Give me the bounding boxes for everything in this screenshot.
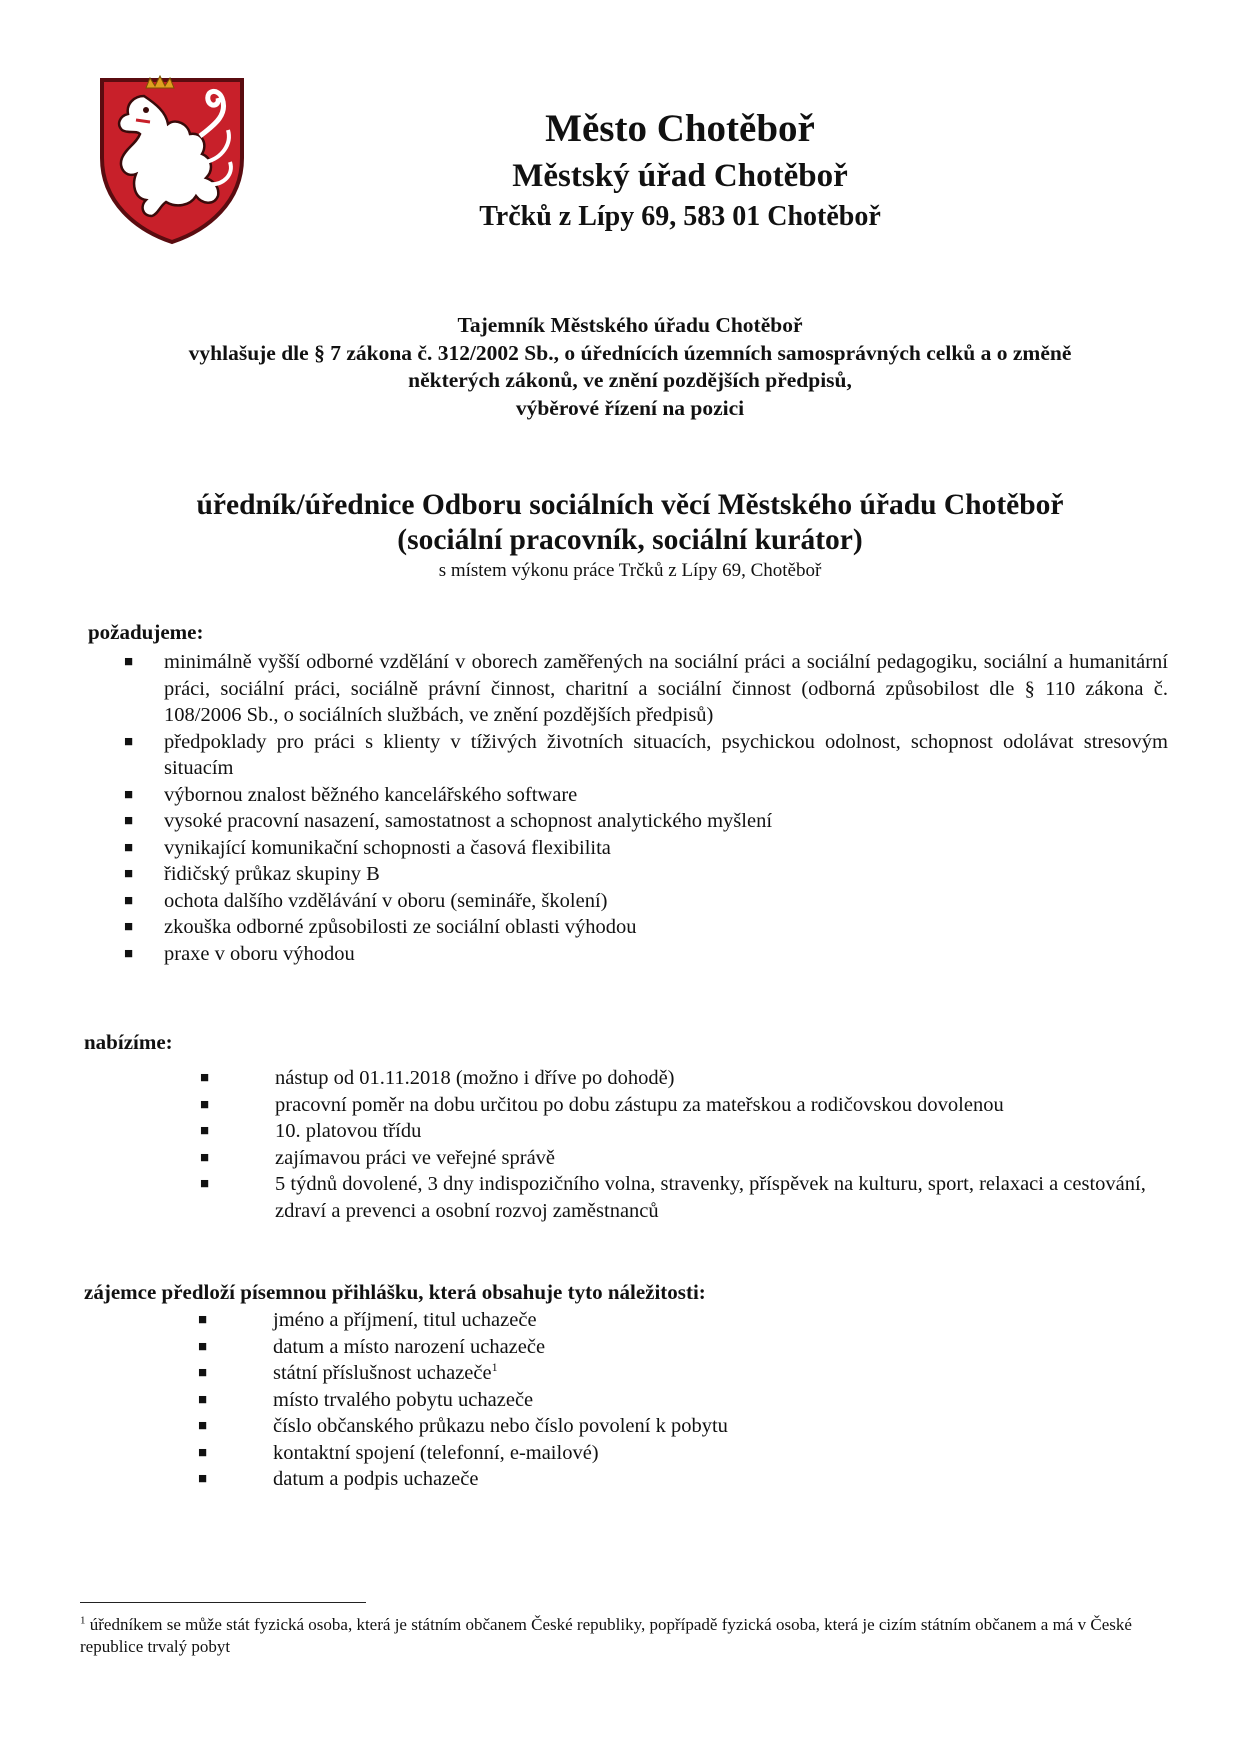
bullet-icon: ■ (200, 1070, 210, 1086)
requirements-section (88, 620, 1168, 967)
bullet-icon: ■ (200, 1149, 210, 1166)
bullet-icon: ■ (198, 1418, 208, 1434)
footnote-marker: 1 (80, 1614, 86, 1627)
requirements-heading: požadujeme: (88, 620, 204, 644)
coat-of-arms-lion-icon (96, 74, 248, 246)
list-item: ■ nástup od 01.11.2018 (možno i dříve po dohodě) (84, 1065, 1164, 1092)
list-item: ■ státní příslušnost uchazeče$^1$ (84, 1360, 1164, 1387)
application-list (84, 1307, 1164, 1493)
requirements-list (88, 649, 1168, 967)
offer-list (84, 1065, 1164, 1224)
list-item: ■ 10. platovou třídu (84, 1118, 1164, 1145)
list-item: ■ číslo občanského průkazu nebo číslo povolení k pobytu (84, 1413, 1164, 1440)
list-item: ■ praxe v oboru výhodou (88, 941, 1168, 968)
office-name: Městský úřad Chotěboř (512, 157, 848, 194)
bullet-icon: ■ (124, 839, 134, 856)
bullet-icon: ■ (200, 1096, 210, 1113)
bullet-icon: ■ (198, 1444, 208, 1461)
list-item: ■ řidičský průkaz skupiny B (88, 861, 1168, 888)
bullet-icon: ■ (200, 1176, 210, 1192)
list-item: ■ datum a podpis uchazeče (84, 1466, 1164, 1493)
bullet-icon: ■ (124, 866, 134, 882)
list-item: ■ pracovní poměr na dobu určitou po dobu zástupu za mateřskou a rodičovskou dovolenou (84, 1092, 1164, 1119)
list-item: ■ vynikající komunikační schopnosti a časová flexibilita (88, 835, 1168, 862)
list-item: ■ místo trvalého pobytu uchazeče (84, 1387, 1164, 1414)
bullet-icon: ■ (200, 1123, 210, 1139)
application-heading: zájemce předloží písemnou přihlášku, která obsahuje tyto náležitosti: (84, 1280, 706, 1304)
bullet-icon: ■ (124, 654, 134, 670)
footnote-text: úředníkem se může stát fyzická osoba, která je státním občanem České republiky, popřípadě fyzická osoba, která je cizím státním občanem a má v České republice trvalý pobyt (80, 1615, 1132, 1656)
bullet-icon: ■ (198, 1471, 208, 1487)
list-item: ■ zkouška odborné způsobilosti ze sociální oblasti výhodou (88, 914, 1168, 941)
bullet-icon: ■ (198, 1391, 208, 1408)
bullet-icon: ■ (124, 813, 134, 829)
list-item: ■ předpoklady pro práci s klienty v tíživých životních situacích, psychickou odolnost, schopnost odolávat stresovým situacím (124, 730, 1168, 779)
offer-section (84, 1030, 1164, 1224)
letterhead (300, 108, 1060, 234)
announcement (120, 312, 1140, 422)
list-item: ■ zajímavou práci ve veřejné správě (84, 1145, 1164, 1172)
bullet-icon: ■ (124, 733, 134, 750)
list-item: ■ jméno a příjmení, titul uchazeče (84, 1307, 1164, 1334)
offer-heading: nabízíme: (84, 1030, 173, 1054)
bullet-icon: ■ (124, 945, 134, 962)
announcement-line: vyhlašuje dle § 7 zákona č. 312/2002 Sb., o úřednících územních samosprávných celků a o změně (188, 340, 1072, 365)
list-item: ■ minimálně vyšší odborné vzdělání v oborech zaměřených na sociální práci a sociální pedagogiku, sociální a humanitární práci, sociální práci, sociálně právní činnost, charitní a sociální činnost (odborná způsobilost dle § 110 zákona č. 108/2006 Sb., o sociálních službách, ve znění pozdějších předpisů) (124, 651, 1168, 726)
city-name: Město Chotěboř (545, 107, 815, 150)
position-title-line: úředník/úřednice Odboru sociálních věcí Městského úřadu Chotěboř (196, 489, 1064, 521)
bullet-icon: ■ (198, 1338, 208, 1355)
footnote (80, 1614, 1140, 1658)
bullet-icon: ■ (198, 1365, 208, 1381)
list-item: ■ datum a místo narození uchazeče (84, 1334, 1164, 1361)
footnote-divider (80, 1602, 366, 1603)
list-item: ■ výbornou znalost běžného kancelářského software (88, 782, 1168, 809)
footnote-reference: 1 (491, 1360, 498, 1375)
position-title-line: (sociální pracovník, sociální kurátor) (397, 524, 863, 557)
list-item: ■ ochota dalšího vzdělávání v oboru (semináře, školení) (88, 888, 1168, 915)
bullet-icon: ■ (198, 1312, 208, 1328)
position-location: s místem výkonu práce Trčků z Lípy 69, Chotěboř (438, 560, 822, 581)
list-item: ■ kontaktní spojení (telefonní, e-mailové) (84, 1440, 1164, 1467)
position-title (120, 488, 1140, 559)
application-section (84, 1280, 1164, 1493)
bullet-icon: ■ (124, 919, 134, 935)
office-address: Trčků z Lípy 69, 583 01 Chotěboř (479, 201, 881, 233)
announcement-line: výběrové řízení na pozici (515, 395, 745, 420)
announcement-line: Tajemník Městského úřadu Chotěboř (457, 313, 803, 337)
list-item: ■ 5 týdnů dovolené, 3 dny indispozičního volna, stravenky, příspěvek na kulturu, sport, relaxaci a cestování, zdraví a prevenci a osobní rozvoj zaměstnanců (200, 1173, 1146, 1222)
list-item: ■ vysoké pracovní nasazení, samostatnost a schopnost analytického myšlení (88, 808, 1168, 835)
bullet-icon: ■ (124, 892, 134, 909)
bullet-icon: ■ (124, 786, 134, 803)
announcement-line: některých zákonů, ve znění pozdějších předpisů, (408, 368, 852, 393)
